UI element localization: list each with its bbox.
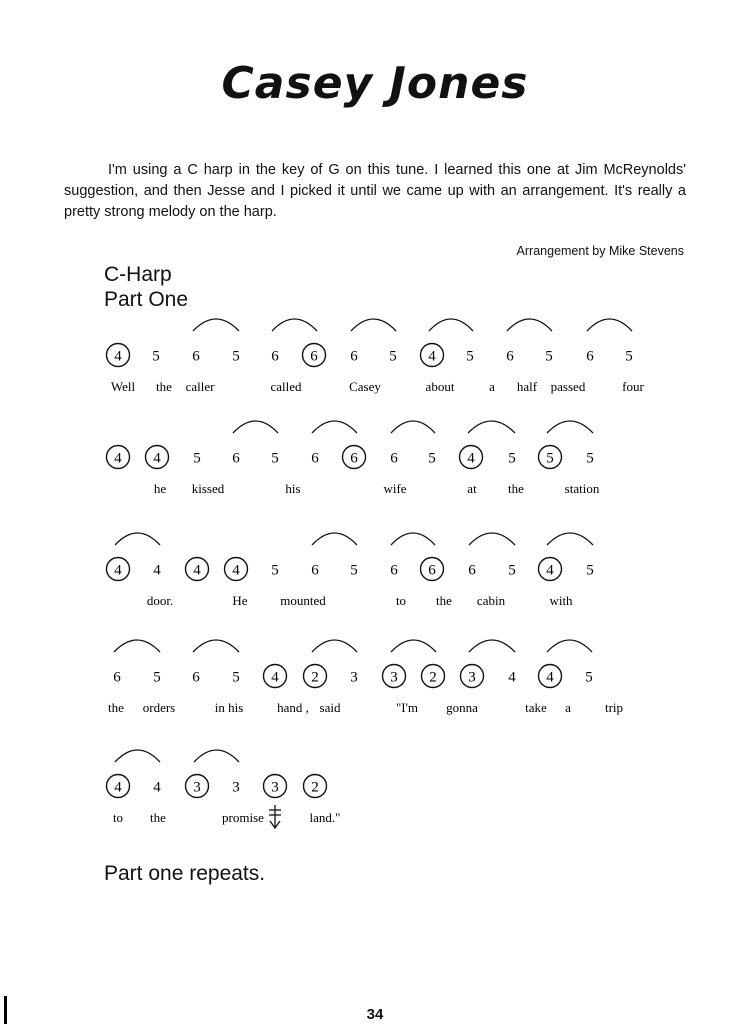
hole-number: 5 (271, 450, 279, 467)
hole-number: 5 (546, 450, 554, 467)
hole-number: 4 (508, 669, 516, 686)
hole-number: 5 (193, 450, 201, 467)
slur-arc (391, 640, 436, 652)
slur-arc (391, 421, 435, 433)
lyric-word: the (150, 810, 166, 825)
scan-mark (4, 996, 7, 1024)
lyric-word: kissed (191, 481, 225, 496)
hole-number: 5 (508, 450, 516, 467)
hole-number: 2 (429, 669, 437, 686)
slur-arc (429, 319, 473, 331)
hole-number: 6 (350, 450, 358, 467)
slur-arc (469, 640, 515, 652)
hole-number: 4 (271, 669, 279, 686)
hole-number: 5 (466, 348, 474, 365)
hole-number: 5 (232, 348, 240, 365)
slur-arc (233, 421, 278, 433)
page-number: 34 (366, 1006, 384, 1023)
lyric-word: cabin (476, 593, 506, 608)
hole-number: 5 (508, 562, 516, 579)
hole-number: 6 (428, 562, 436, 579)
lyric-word: take (525, 700, 547, 715)
hole-number: 5 (586, 450, 594, 467)
slur-arc (547, 640, 592, 652)
lyric-word: orders (142, 700, 176, 715)
lyric-word: He (232, 593, 248, 608)
hole-number: 3 (390, 669, 398, 686)
lyric-word: "I'm (395, 700, 419, 715)
lyric-word: wife (383, 481, 407, 496)
lyric-word: in his (214, 700, 244, 715)
intro-text: I'm using a C harp in the key of G on this tune. I learned this one at Jim McReynolds' suggestion, and then Jesse and I picked it until we came up with an arrangement. It's really a pretty strong melody on the harp. (64, 162, 686, 220)
lyric-word: to (395, 593, 407, 608)
hole-number: 3 (193, 779, 201, 796)
hole-number: 4 (153, 450, 161, 467)
slur-arc (351, 319, 396, 331)
hole-number: 5 (545, 348, 553, 365)
hole-number: 2 (311, 669, 319, 686)
hole-number: 4 (546, 562, 554, 579)
lyric-word: gonna (446, 700, 478, 715)
hole-number: 5 (586, 562, 594, 579)
hole-number: 6 (192, 669, 200, 686)
hole-number: 5 (625, 348, 633, 365)
lyric-word: promise (222, 810, 264, 825)
hole-number: 4 (467, 450, 475, 467)
hole-number: 6 (390, 562, 398, 579)
hole-number: 3 (271, 779, 279, 796)
slur-arc (194, 750, 239, 762)
hole-number: 6 (232, 450, 240, 467)
lyric-word: to (112, 810, 124, 825)
lyric-word: his (285, 481, 301, 496)
lyric-word: mounted (280, 593, 326, 608)
lyric-word: with (549, 593, 573, 608)
slur-arc (193, 640, 239, 652)
hole-number: 6 (310, 348, 318, 365)
hole-number: 6 (311, 450, 319, 467)
lyric-word: said (319, 700, 341, 715)
hole-number: 3 (232, 779, 240, 796)
slur-arc (468, 421, 515, 433)
lyric-word: trip (604, 700, 624, 715)
lyric-word: Well (110, 379, 136, 394)
page-title: Casey Jones (221, 58, 529, 109)
lyric-word: half (516, 379, 538, 394)
hole-number: 6 (271, 348, 279, 365)
slur-arc (469, 533, 515, 545)
slur-arc (547, 421, 593, 433)
hole-number: 5 (152, 348, 160, 365)
slur-arc (507, 319, 552, 331)
slur-arc (115, 533, 160, 545)
slur-arc (193, 319, 239, 331)
hole-number: 5 (389, 348, 397, 365)
slur-arc (312, 640, 357, 652)
lyric-word: he (153, 481, 167, 496)
slur-arc (587, 319, 632, 331)
hole-number: 4 (193, 562, 201, 579)
hole-number: 6 (390, 450, 398, 467)
hole-number: 5 (232, 669, 240, 686)
hole-number: 3 (468, 669, 476, 686)
lyric-word: a (489, 379, 495, 394)
slur-arc (114, 640, 160, 652)
lyric-word: caller (185, 379, 215, 394)
lyric-word: at (467, 481, 477, 496)
hole-number: 6 (192, 348, 200, 365)
lyric-word: about (425, 379, 455, 394)
lyric-word: land." (309, 810, 341, 825)
lyric-word: the (436, 593, 452, 608)
hole-number: 4 (114, 450, 122, 467)
hole-number: 6 (113, 669, 121, 686)
hole-number: 4 (153, 562, 161, 579)
hole-number: 2 (311, 779, 319, 796)
hole-number: 4 (114, 562, 122, 579)
arrangement-credit: Arrangement by Mike Stevens (516, 244, 684, 258)
hole-number: 4 (114, 779, 122, 796)
hole-number: 4 (114, 348, 122, 365)
lyric-word: Casey (349, 379, 381, 394)
hole-number: 4 (153, 779, 161, 796)
lyric-word: the (108, 700, 124, 715)
slur-arc (272, 319, 317, 331)
hole-number: 4 (428, 348, 436, 365)
part-label: Part One (104, 288, 189, 311)
hole-number: 6 (311, 562, 319, 579)
slur-arc (391, 533, 435, 545)
hole-number: 6 (468, 562, 476, 579)
slur-arc (547, 533, 593, 545)
harp-label: C-Harp (104, 263, 172, 286)
hole-number: 6 (586, 348, 594, 365)
hole-number: 4 (546, 669, 554, 686)
lyric-word: door. (146, 593, 174, 608)
slur-arc (312, 533, 357, 545)
hole-number: 5 (153, 669, 161, 686)
lyric-word: the (508, 481, 524, 496)
hole-number: 5 (271, 562, 279, 579)
hole-number: 6 (350, 348, 358, 365)
lyric-word: passed (550, 379, 586, 394)
hole-number: 3 (350, 669, 358, 686)
lyric-word: a (565, 700, 571, 715)
hole-number: 4 (232, 562, 240, 579)
hole-number: 5 (350, 562, 358, 579)
lyric-word: four (622, 379, 644, 394)
lyric-word: the (156, 379, 172, 394)
slur-arc (115, 750, 160, 762)
hole-number: 5 (428, 450, 436, 467)
hole-number: 5 (585, 669, 593, 686)
lyric-word: station (564, 481, 600, 496)
repeat-note: Part one repeats. (104, 862, 266, 885)
lyric-word: hand , (277, 700, 309, 715)
hole-number: 6 (506, 348, 514, 365)
slur-arc (312, 421, 357, 433)
lyric-word: called (270, 379, 302, 394)
